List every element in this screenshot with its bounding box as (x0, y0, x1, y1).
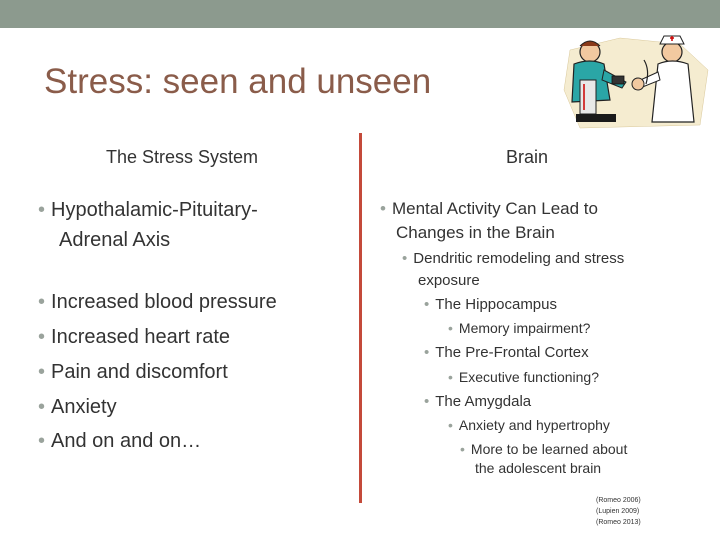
citation-item: (Romeo 2006) (596, 497, 641, 504)
list-item-prefrontal: • The Pre-Frontal Cortex (424, 344, 589, 361)
list-item-pain: • Pain and discomfort (38, 361, 228, 383)
list-item-hpa-axis: • Hypothalamic-Pituitary- (38, 199, 258, 221)
right-column-heading: Brain (506, 147, 549, 167)
citations (596, 495, 641, 528)
list-item-amygdala: • The Amygdala (424, 393, 532, 410)
citation-item: (Romeo 2013) (596, 519, 641, 526)
list-item-and-on: • And on and on… (38, 430, 202, 452)
list-item-hpa-axis-continued: Adrenal Axis (59, 229, 171, 251)
bullet-icon: • (38, 430, 46, 452)
list-item-mental-activity-continued: Changes in the Brain (396, 223, 555, 242)
left-column-heading: The Stress System (106, 147, 259, 167)
list-item-dendritic-continued: exposure (418, 272, 480, 289)
slide-title: Stress: seen and unseen (44, 62, 432, 101)
list-item-executive: • Executive functioning? (448, 369, 599, 385)
list-item-adolescent: • More to be learned about (460, 441, 628, 457)
bullet-icon: • (402, 250, 408, 267)
list-item-anxiety-hypertrophy: • Anxiety and hypertrophy (448, 417, 610, 433)
bullet-icon: • (448, 320, 453, 336)
bullet-icon: • (38, 396, 46, 418)
bullet-icon: • (38, 326, 46, 348)
doctor-nurse-clipart-icon (560, 30, 712, 132)
bullet-icon: • (424, 296, 430, 313)
list-item-anxiety: • Anxiety (38, 396, 117, 418)
citation-item: (Lupien 2009) (596, 508, 640, 515)
column-divider (359, 133, 362, 503)
list-item-blood-pressure: • Increased blood pressure (38, 291, 277, 313)
bullet-icon: • (448, 369, 453, 385)
bullet-icon: • (460, 441, 465, 457)
bullet-icon: • (38, 361, 46, 383)
list-item-memory: • Memory impairment? (448, 320, 591, 336)
list-item-heart-rate: • Increased heart rate (38, 326, 231, 348)
bullet-icon: • (448, 417, 453, 433)
list-item-dendritic: • Dendritic remodeling and stress (402, 250, 625, 267)
top-bar (0, 0, 720, 28)
list-item-hippocampus: • The Hippocampus (424, 296, 557, 313)
bullet-icon: • (424, 393, 430, 410)
list-item-adolescent-continued: the adolescent brain (475, 460, 602, 476)
list-item-mental-activity: • Mental Activity Can Lead to (380, 199, 598, 218)
bullet-icon: • (380, 199, 386, 218)
bullet-icon: • (424, 344, 430, 361)
bullet-icon: • (38, 291, 46, 313)
bullet-icon: • (38, 199, 46, 221)
